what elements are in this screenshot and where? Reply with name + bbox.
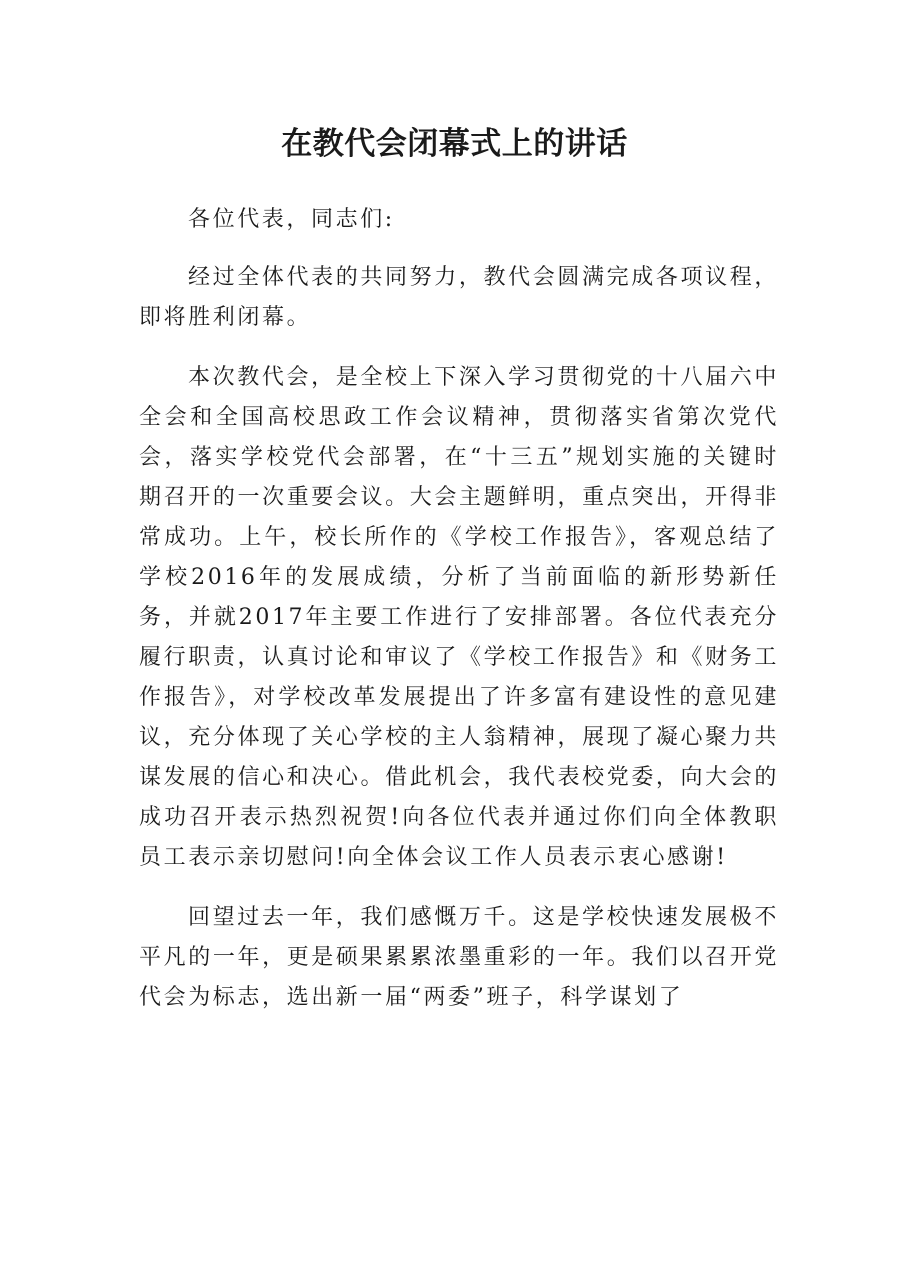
paragraph-3: 回望过去一年，我们感慨万千。这是学校快速发展极不平凡的一年，更是硕果累累浓墨重彩的一年。我们以召开党代会为标志，选出新一届“两委”班子，科学谋划了 bbox=[139, 905, 779, 1010]
paragraph-2: 本次教代会，是全校上下深入学习贯彻党的十八届六中全会和全国高校思政工作会议精神，贯彻落实省第次党代会，落实学校党代会部署，在“十三五”规划实施的关键时期召开的一次重要会议。大会主题鲜明，重点突出，开得非常成功。上午，校长所作的《学校工作报告》，客观总结了学校2016年的发展成绩，分析了当前面临的新形势新任务，并就2017年主要工作进行了安排部署。各位代表充分履行职责，认真讨论和审议了《学校工作报告》和《财务工作报告》，对学校改革发展提出了许多富有建设性的意见建议，充分体现了关心学校的主人翁精神，展现了凝心聚力共谋发展的信心和决心。借此机会，我代表校党委，向大会的成功召开表示热烈祝贺!向各位代表并通过你们向全体教职员工表示亲切慰问!向全体会议工作人员表示衷心感谢! bbox=[139, 365, 779, 870]
salutation: 各位代表，同志们: bbox=[188, 207, 395, 232]
document-body bbox=[139, 200, 779, 1018]
document-title: 在教代会闭幕式上的讲话 bbox=[281, 126, 628, 162]
paragraph-1: 经过全体代表的共同努力，教代会圆满完成各项议程，即将胜利闭幕。 bbox=[139, 265, 779, 330]
